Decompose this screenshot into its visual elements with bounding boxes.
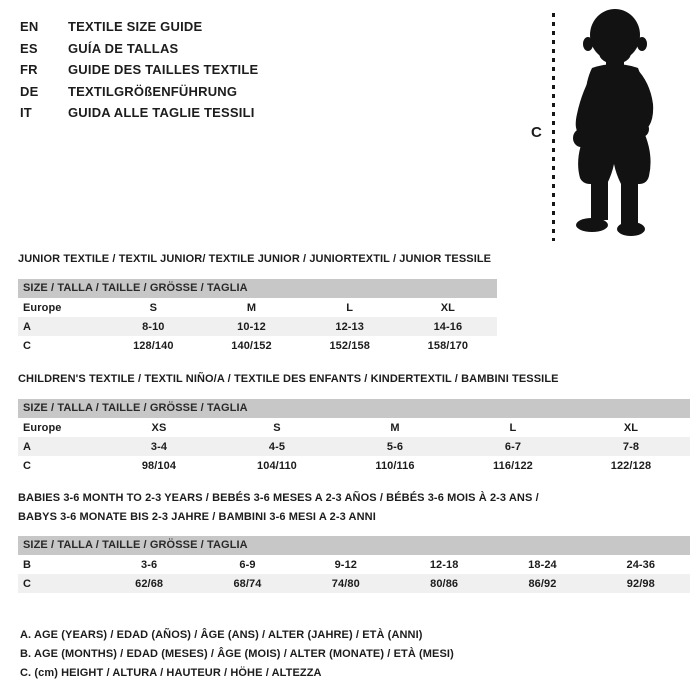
cell: 5-6 — [386, 440, 404, 453]
table-row-height — [18, 456, 690, 475]
language-row — [20, 38, 258, 60]
language-title: GUIDE DES TAILLES TEXTILE — [68, 62, 259, 78]
table-row-age — [18, 437, 690, 456]
cell: M — [390, 421, 400, 434]
children-section — [18, 370, 690, 475]
legend-notes — [20, 626, 454, 683]
cell: 158/170 — [427, 339, 469, 352]
row-label: A — [23, 320, 32, 333]
language-row — [20, 59, 258, 81]
language-title: GUÍA DE TALLAS — [68, 40, 179, 56]
babies-size-table — [18, 555, 690, 593]
row-label: C — [23, 577, 32, 590]
junior-section-title: JUNIOR TEXTILE / TEXTIL JUNIOR/ TEXTILE JUNIOR / JUNIORTEXTIL / JUNIOR TESSILE — [18, 253, 492, 265]
cell: 7-8 — [622, 440, 640, 453]
cell: L — [346, 301, 354, 314]
language-title: GUIDA ALLE TAGLIE TESSILI — [68, 105, 255, 121]
row-label: Europe — [23, 421, 62, 434]
cell: 116/122 — [493, 459, 533, 472]
cell: 14-16 — [433, 320, 463, 333]
cell: 68/74 — [233, 577, 262, 590]
row-label: Europe — [23, 301, 62, 314]
cell: 12-13 — [335, 320, 364, 333]
row-label: A — [23, 440, 32, 453]
junior-section — [18, 250, 497, 355]
junior-size-table — [18, 298, 497, 355]
row-label: B — [23, 558, 32, 571]
table-row-months — [18, 555, 690, 574]
language-code: DE — [20, 83, 39, 99]
cell: 6-9 — [239, 558, 256, 571]
cell: 3-6 — [141, 558, 158, 571]
cell: 140/152 — [231, 339, 272, 352]
size-header-band: SIZE / TALLA / TAILLE / GRÖSSE / TAGLIA — [18, 536, 690, 555]
language-code: EN — [20, 19, 39, 35]
row-label: C — [23, 459, 32, 472]
cell: 86/92 — [528, 577, 557, 590]
height-measure-label: C — [531, 124, 542, 141]
cell: 6-7 — [504, 440, 522, 453]
size-header-band: SIZE / TALLA / TAILLE / GRÖSSE / TAGLIA — [18, 279, 497, 298]
note-age-years: A. AGE (YEARS) / EDAD (AÑOS) / ÂGE (ANS) / ALTER (JAHRE) / ETÀ (ANNI) — [20, 629, 423, 641]
cell: 10-12 — [237, 320, 266, 333]
cell: 18-24 — [528, 558, 557, 571]
cell: 128/140 — [133, 339, 174, 352]
language-title: TEXTILE SIZE GUIDE — [68, 19, 203, 35]
babies-section-title-line2: BABYS 3-6 MONATE BIS 2-3 JAHRE / BAMBINI 3-6 MESI A 2-3 ANNI — [18, 511, 376, 523]
note-age-months: B. AGE (MONTHS) / EDAD (MESES) / ÂGE (MOIS) / ALTER (MONATE) / ETÀ (MESI) — [20, 648, 454, 660]
cell: S — [149, 301, 158, 314]
cell: XL — [623, 421, 639, 434]
cell: 62/68 — [135, 577, 164, 590]
row-label: C — [23, 339, 32, 352]
cell: 110/116 — [375, 459, 415, 472]
children-section-title: CHILDREN'S TEXTILE / TEXTIL NIÑO/A / TEXTILE DES ENFANTS / KINDERTEXTIL / BAMBINI TESSILE — [18, 373, 559, 385]
toddler-silhouette-icon — [558, 6, 672, 242]
cell: 122/128 — [610, 459, 652, 472]
babies-section-title-line1: BABIES 3-6 MONTH TO 2-3 YEARS / BEBÉS 3-6 MESES A 2-3 AÑOS / BÉBÉS 3-6 MOIS À 2-3 ANS / — [18, 492, 539, 504]
language-row — [20, 81, 258, 103]
table-row-height — [18, 574, 690, 593]
cell: 152/158 — [329, 339, 370, 352]
language-title: TEXTILGRÖßENFÜHRUNG — [68, 83, 238, 99]
language-row — [20, 16, 258, 38]
language-code: ES — [20, 40, 38, 56]
cell: 98/104 — [141, 459, 177, 472]
cell: XS — [151, 421, 167, 434]
cell: 3-4 — [150, 440, 168, 453]
cell: S — [273, 421, 281, 434]
cell: 80/86 — [430, 577, 459, 590]
cell: L — [509, 421, 517, 434]
cell: M — [246, 301, 257, 314]
note-height-cm: C. (cm) HEIGHT / ALTURA / HAUTEUR / HÖHE / ALTEZZA — [20, 667, 322, 679]
cell: 4-5 — [268, 440, 286, 453]
cell: XL — [440, 301, 456, 314]
table-row-height — [18, 336, 497, 355]
height-measure-line — [552, 13, 555, 241]
language-title-list — [20, 16, 258, 124]
cell: 8-10 — [142, 320, 165, 333]
cell: 74/80 — [331, 577, 360, 590]
children-size-table — [18, 418, 690, 475]
table-row-europe — [18, 418, 690, 437]
cell: 12-18 — [429, 558, 459, 571]
cell: 9-12 — [334, 558, 358, 571]
language-row — [20, 102, 258, 124]
table-row-europe — [18, 298, 497, 317]
language-code: IT — [20, 105, 32, 121]
language-code: FR — [20, 62, 38, 78]
cell: 92/98 — [626, 577, 655, 590]
size-header-band: SIZE / TALLA / TAILLE / GRÖSSE / TAGLIA — [18, 399, 690, 418]
babies-section — [18, 489, 690, 593]
cell: 24-36 — [626, 558, 656, 571]
cell: 104/110 — [257, 459, 297, 472]
table-row-age — [18, 317, 497, 336]
